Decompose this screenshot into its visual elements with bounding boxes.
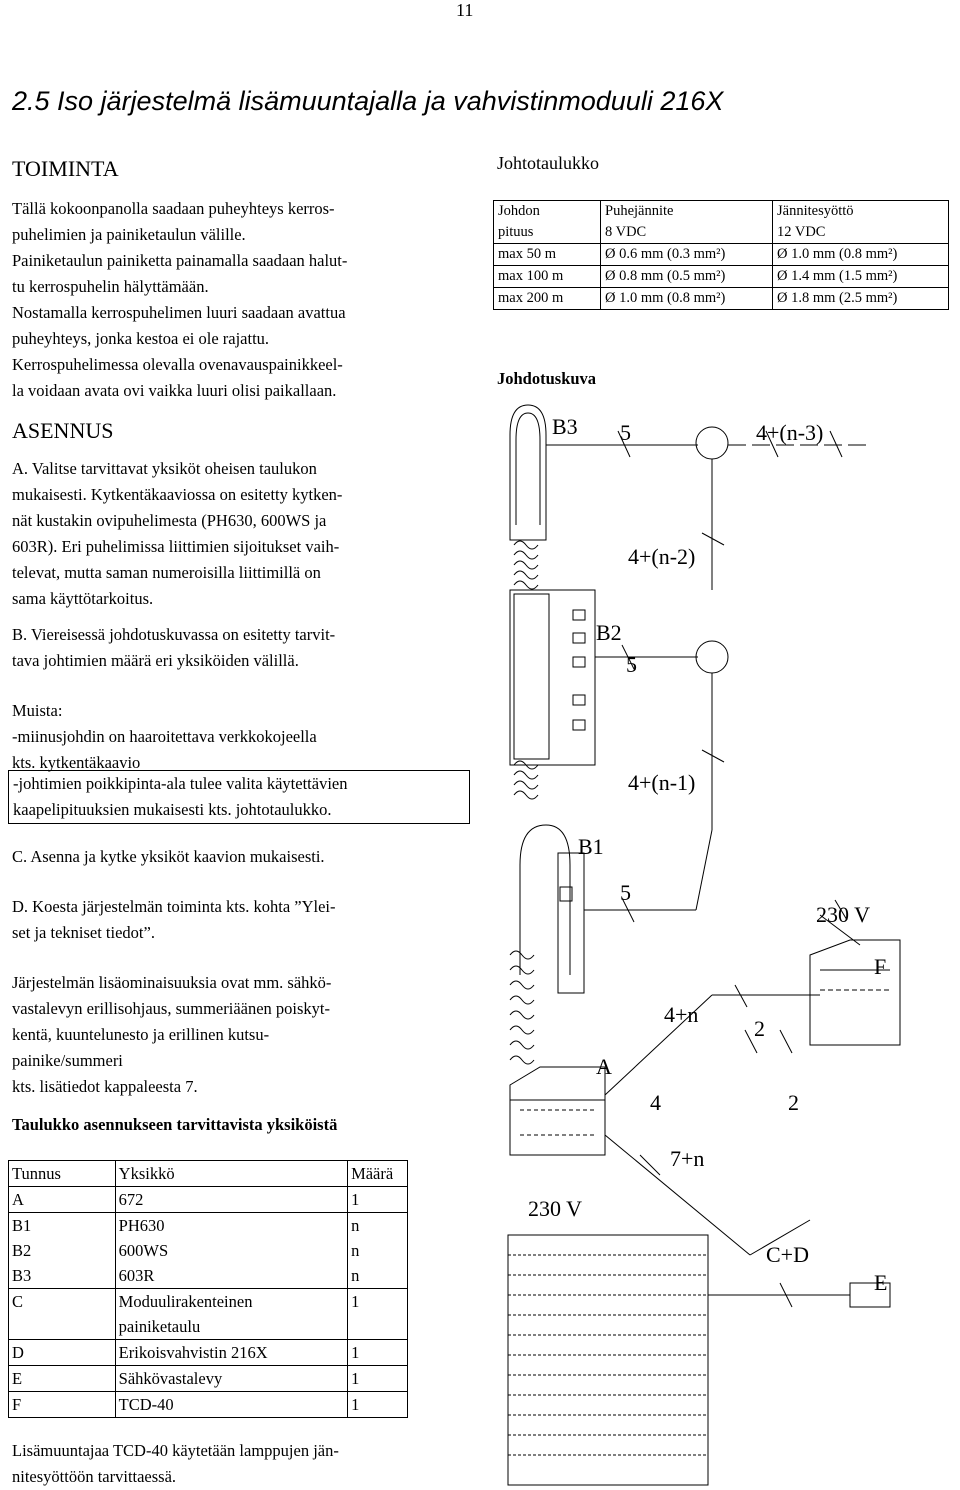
- label-low-wires: 4+(n-1): [628, 770, 696, 795]
- components-table-title: Taulukko asennukseen tarvittavista yksiköistä: [12, 1115, 338, 1134]
- label-f: F: [874, 954, 887, 979]
- components-table: [8, 1160, 408, 1418]
- table-row: [494, 266, 949, 288]
- table-row: [9, 1213, 408, 1289]
- cell-speech: Ø 0.8 mm (0.5 mm²): [601, 266, 773, 288]
- toiminta-heading: TOIMINTA: [12, 156, 119, 181]
- cell-unit: PH630 600WS 603R: [115, 1213, 347, 1289]
- diagram-title: Johdotuskuva: [497, 369, 597, 388]
- cell-supply: Ø 1.0 mm (0.8 mm²): [773, 244, 949, 266]
- cell-qty: 1: [348, 1340, 408, 1366]
- table-header-row: [9, 1161, 408, 1187]
- b3-intercom-unit: [510, 405, 546, 589]
- cell-unit: 672: [115, 1187, 347, 1213]
- label-two-2: 2: [788, 1090, 799, 1115]
- b1-intercom-unit: [510, 825, 584, 1064]
- header-length: Johdon pituus: [494, 201, 601, 244]
- cell-qty: n n n: [348, 1213, 408, 1289]
- table-row: [9, 1289, 408, 1340]
- label-b3-wires: 5: [620, 420, 631, 445]
- header-tunnus: Tunnus: [9, 1161, 116, 1187]
- label-b1-wires: 5: [620, 880, 631, 905]
- cell-code: B1 B2 B3: [9, 1213, 116, 1289]
- label-b2: B2: [596, 620, 622, 645]
- cell-supply: Ø 1.4 mm (1.5 mm²): [773, 266, 949, 288]
- cell-speech: Ø 0.6 mm (0.3 mm²): [601, 244, 773, 266]
- cell-speech: Ø 1.0 mm (0.8 mm²): [601, 288, 773, 310]
- cell-qty: 1: [348, 1187, 408, 1213]
- muista-box: [8, 770, 470, 824]
- label-230v-left: 230 V: [528, 1196, 582, 1221]
- label-a: A: [596, 1054, 612, 1079]
- junction-box-middle: [696, 641, 728, 673]
- wire-table-title: Johtotaulukko: [497, 153, 599, 173]
- label-four: 4: [650, 1090, 661, 1115]
- cell-supply: Ø 1.8 mm (2.5 mm²): [773, 288, 949, 310]
- cell-qty: 1: [348, 1289, 408, 1340]
- table-row: [9, 1392, 408, 1418]
- label-b2-wires: 5: [626, 652, 637, 677]
- cell-length: max 50 m: [494, 244, 601, 266]
- step-c-text: C. Asenna ja kytke yksiköt kaavion mukaisesti.: [12, 847, 325, 866]
- label-seven-wires: 7+n: [670, 1146, 705, 1171]
- wire-table-header-row: [494, 201, 949, 244]
- cell-code: C: [9, 1289, 116, 1340]
- header-speech-voltage: Puhejännite 8 VDC: [601, 201, 773, 244]
- b2-intercom-unit: [510, 590, 595, 799]
- table-row: [494, 244, 949, 266]
- cell-code: E: [9, 1366, 116, 1392]
- cell-unit: Sähkövastalevy: [115, 1366, 347, 1392]
- header-supply-voltage: Jännitesyöttö 12 VDC: [773, 201, 949, 244]
- label-mid-wires: 4+(n-2): [628, 544, 696, 569]
- label-top-wires: 4+(n-3): [756, 420, 824, 445]
- table-row: [9, 1366, 408, 1392]
- cell-unit: Moduulirakenteinen painiketaulu: [115, 1289, 347, 1340]
- wire-table: [493, 200, 949, 310]
- header-yksikko: Yksikkö: [115, 1161, 347, 1187]
- step-a-text: A. Valitse tarvittavat yksiköt oheisen taulukon mukaisesti. Kytkentäkaaviossa on esitetty kytken- nät kustakin ovipuhelimesta (PH630, 600WS ja 603R). Eri puhelimissa liittimien sijoitukset vaih- televat, mutta saman numeroisilla liittimillä on sama käyttötarkoitus.: [12, 459, 343, 608]
- label-b3: B3: [552, 414, 578, 439]
- page-title: 2.5 Iso järjestelmä lisämuuntajalla ja vahvistinmoduuli 216X: [12, 86, 724, 116]
- footnote-text: Lisämuuntajaa TCD-40 käytetään lamppujen jän- nitesyöttöön tarvittaessä.: [12, 1441, 339, 1486]
- a-transformer-unit: [510, 1067, 605, 1155]
- cd-panel-unit: [508, 1235, 708, 1485]
- label-230v-right: 230 V: [816, 902, 870, 927]
- step-b-text: B. Viereisessä johdotuskuvassa on esitetty tarvit- tava johtimien määrä eri yksiköiden välillä.: [12, 625, 336, 670]
- cell-code: A: [9, 1187, 116, 1213]
- muista-title: Muista:: [12, 701, 63, 720]
- header-maara: Määrä: [348, 1161, 408, 1187]
- label-b1: B1: [578, 834, 604, 859]
- asennus-heading: ASENNUS: [12, 418, 114, 443]
- page-number: 11: [456, 0, 474, 20]
- cell-unit: TCD-40: [115, 1392, 347, 1418]
- muista-note-1: -miinusjohdin on haaroitettava verkkokojeella kts. kytkentäkaavio: [12, 727, 317, 772]
- label-e: E: [874, 1270, 888, 1295]
- f-transformer-unit: [810, 940, 900, 1045]
- cell-length: max 200 m: [494, 288, 601, 310]
- step-d-text: D. Koesta järjestelmän toiminta kts. kohta ”Ylei- set ja tekniset tiedot”.: [12, 897, 336, 942]
- cell-qty: 1: [348, 1366, 408, 1392]
- cell-length: max 100 m: [494, 266, 601, 288]
- table-row: [9, 1187, 408, 1213]
- cell-code: F: [9, 1392, 116, 1418]
- cell-code: D: [9, 1340, 116, 1366]
- label-a-wires: 4+n: [664, 1002, 699, 1027]
- label-cd: C+D: [766, 1242, 809, 1267]
- cell-qty: 1: [348, 1392, 408, 1418]
- muista-note-2: -johtimien poikkipinta-ala tulee valita käytettävien kaapelipituuksien mukaisesti kts. johtotaulukko.: [13, 774, 348, 819]
- extra-features-text: Järjestelmän lisäominaisuuksia ovat mm. sähkö- vastalevyn erillisohjaus, summeriäänen poiskyt- kentä, kuuntelunesto ja erillinen kutsu- painike/summeri kts. lisätiedot kappaleesta 7.: [12, 973, 332, 1096]
- table-row: [9, 1340, 408, 1366]
- junction-box-top: [696, 427, 728, 459]
- wiring-diagram: [480, 395, 950, 1489]
- table-row: [494, 288, 949, 310]
- toiminta-text: Tällä kokoonpanolla saadaan puheyhteys kerros- puhelimien ja painiketaulun välille. Painiketaulun painiketta painamalla saadaan halut- tu kerrospuhelin hälyttämään. Nostamalla kerrospuhelimen luuri saadaan avattua puheyhteys, jonka kestoa ei ole rajattu. Kerrospuhelimessa olevalla ovenavauspainikkeel- la voidaan avata ovi vaikka luuri olisi paikallaan.: [12, 199, 348, 400]
- cell-unit: Erikoisvahvistin 216X: [115, 1340, 347, 1366]
- label-two-1: 2: [754, 1016, 765, 1041]
